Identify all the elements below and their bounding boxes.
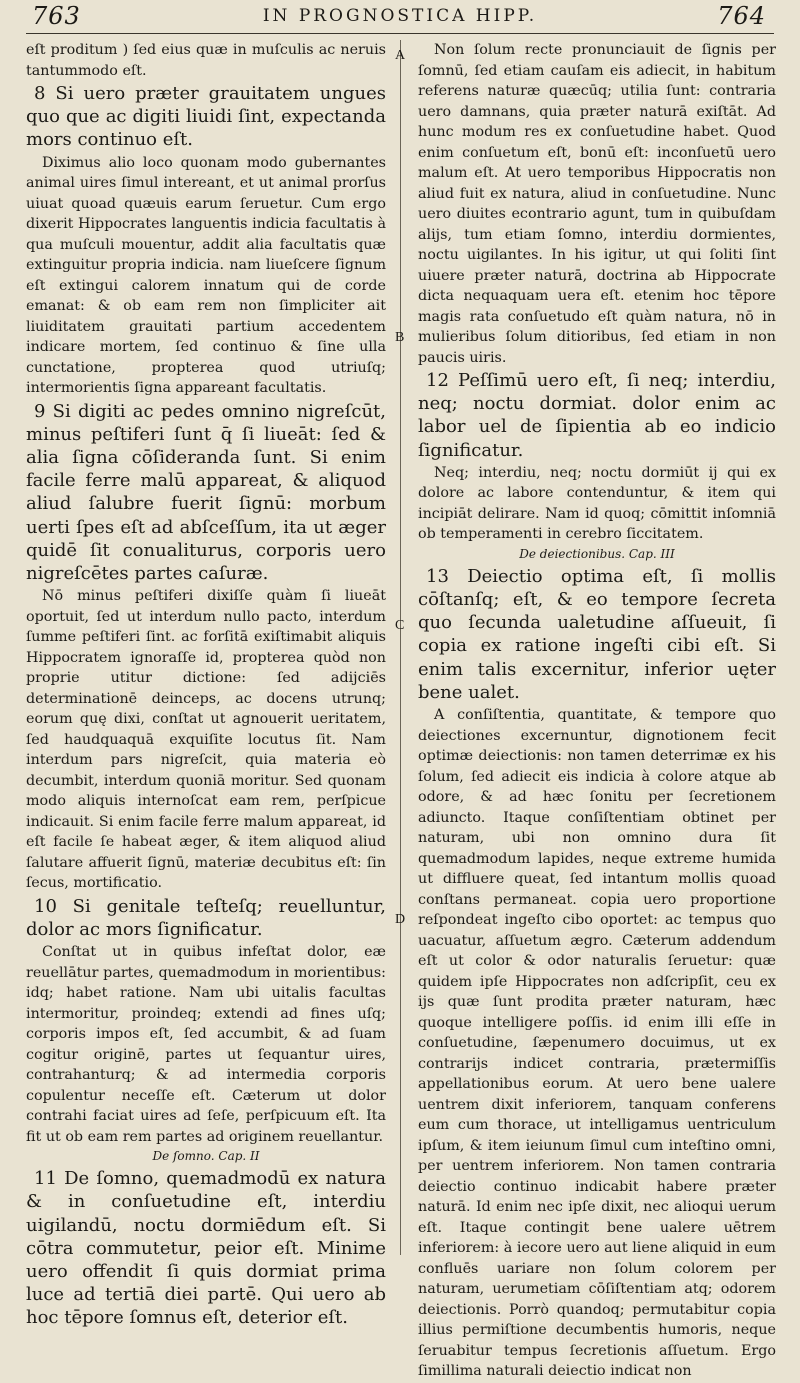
section-heading: De ſomno. Cap. II: [152, 1149, 260, 1164]
margin-marker-c: C: [395, 618, 405, 633]
margin-marker-a: A: [395, 48, 406, 63]
aphorism-13: 13 Deiectio optima eſt, ſi mollis cōſtanſq; eſt, & eo tempore ſecreta quo ſecunda ualetudine aſſueuit, ſi copia ex ratione ingeſti cibi eſt. Si enim talis excernitur, inferior uęter bene ualet.: [418, 565, 776, 703]
section-heading: De deiectionibus. Cap. III: [519, 546, 675, 561]
margin-marker-b: B: [395, 330, 405, 345]
left-column: [26, 40, 386, 1331]
right-column: [418, 40, 776, 1383]
left-page-number: 763: [32, 2, 81, 30]
aphorism-9: 9 Si digiti ac pedes omnino nigreſcūt, minus peſtiferi ſunt q̄ ſi liueāt: ſed & alia ſigna cōſideranda ſunt. Si enim facile ferre malū appareat, & aliquod aliud ſalubre fuerit ſignū: morbum uerti ſpes eſt ad abſceſſum, ita ut æger quidē ſit conualiturus, corporis uero nigreſcētes partes caſuræ.: [26, 400, 386, 585]
commentary-paragraph: A conſiſtentia, quantitate, & tempore quo deiectiones excernuntur, dignotionem fecit optimæ deiectionis: non tamen deterrimæ ex his ſolum, ſed adiecit eis indicia à colore atque ab odore, & ad hæc ſonitu per ſecretionem adiuncto. Itaque conſiſtentiam obtinet per naturam, ubi non omnino dura ſit quemadmodum lapides, neque extreme humida ut diffluere queat, ſed intantum mollis quoad conſtans permaneat. copia uero proportione reſpondeat ingeſto cibo oportet: ac tempus quo uacuatur, aſſuetum ægro. Cæterum addendum eſt ut color & odor naturalis ſeruetur: quæ quidem ipſe Hippocrates non adſcripſit, ceu ex ijs quæ ſunt prodita præter naturam, hæc quoque intelligere poſſis. id enim illi eſſe in conſuetudine, ſæpenumero docuimus, ut ex contrarijs indicet contraria, prætermiſſis appellationibus eorum. At uero bene ualere uentrem dixit inferiorem, tanquam conferens eum cum thorace, ut intelligamus uentriculum ipſum, & item ieiunum ſimul cum inteſtino omni, per uentrem inferiorem. Non tamen contraria deiectio continuo indicabit habere præter naturā. Id enim nec ipſe dixit, nec alioqui uerum eſt. Itaque contingit bene ualere uētrem inferiorem: à iecore uero aut liene aliquid in eum confluēs uariare non ſolum colorem per naturam, uerumetiam cōſiſtentiam atq; odorem deiectionis. Porrò quandoq; permutabitur copia illius permiſtione decumbentis humoris, neque ſeruabitur tempus ſecretionis aſſuetum. Ergo ſimillima naturali deiectio indicat non: [418, 707, 776, 1380]
commentary-paragraph: Non ſolum recte pronunciauit de ſignis per ſomnū, ſed etiam cauſam eis adiecit, in habitum referens naturæ quæcūq; utilia ſunt: contraria uero damnans, quia præter naturā exiſtāt. Ad hunc modum res ex conſuetudine habet. Quod enim conſuetum eſt, bonū eſt: inconſuetū uero malum eſt. At uero temporibus Hippocratis non aliud fuit ex natura, aliud in conſuetudine. Nunc uero diuites econtrario agunt, tum in quibuſdam alijs, tum etiam ſomno, interdiu dormientes, noctu uigilantes. In his igitur, ut qui ſoliti ſint uiuere præter naturā, doctrina ab Hippocrate dicta nequaquam uera eſt. etenim hoc tēpore magis rata conſuetudo eſt quàm natura, nō in mulieribus ſolum ditioribus, ſed etiam in non paucis uiris.: [418, 42, 776, 366]
margin-marker-d: D: [395, 912, 406, 927]
running-title: IN PROGNOSTICA HIPP.: [262, 6, 538, 26]
right-page-number: 764: [717, 2, 766, 30]
commentary-paragraph: Conſtat ut in quibus infeſtat dolor, eæ reuellātur partes, quemadmodum in morientibus: idq; habet ratione. Nam ubi uitalis facultas intermoritur, proindeq; extendi ad fines uſq; corporis impos eſt, ſed accumbit, & ad ſuam cogitur originē, partes ut ſequantur uires, contrahanturq; & ad intermedia corporis copulentur neceſſe eſt. Cæterum ut dolor contrahi faciat uires ad ſeſe, perſpicuum eſt. Ita fit ut ob eam rem partes ad originem reuellantur.: [26, 944, 386, 1145]
header-rule: [26, 33, 774, 34]
aphorism-10: 10 Si genitale teſteſq; reuelluntur, dolor ac mors ſignificatur.: [26, 895, 386, 940]
commentary-paragraph: eſt proditum ) ſed eius quæ in muſculis ac neruis tantummodo eſt.: [26, 42, 386, 79]
commentary-paragraph: Diximus alio loco quonam modo gubernantes animal uires ſimul intereant, et ut animal prorſus uiuat quoad quæuis earum ſeruetur. Cum ergo dixerit Hippocrates languentis indicia facultatis à qua muſculi mouentur, addit alia facultatis quæ extinguitur propria indicia. nam liueſcere ſignum eſt extingui calorem innatum qui de corde emanat: & ob eam rem non ſimpliciter ait liuiditatem grauitati partium accedentem indicare mortem, ſed continuo & ſine ulla cunctatione, propterea quod utriuſq; intermorientis ſigna appareant facultatis.: [26, 154, 386, 397]
aphorism-8: 8 Si uero præter grauitatem ungues quo que ac digiti liuidi ſint, expectanda mors continuo eſt.: [26, 83, 386, 151]
page-header: [0, 0, 800, 34]
commentary-paragraph: Neq; interdiu, neq; noctu dormiūt ij qui ex dolore ac labore contenduntur, & item qui incipiāt delirare. Nam id quoq; cōmittit inſomniā ob temperamenti in cerebro ſiccitatem.: [418, 464, 776, 543]
column-divider: [400, 40, 401, 1255]
commentary-paragraph: Nō minus peſtiferi dixiſſe quàm ſi liueāt oportuit, ſed ut interdum nullo pacto, interdum ſumme peſtiferi ſint. ac forſitā exiſtimabit aliquis Hippocratem ignoraſſe id, propterea quòd non proprie utitur dictione: ſed adijciēs determinationē deinceps, ac docens utrunq; eorum quę dixi, conſtat ut agnouerit ueritatem, ſed haudquaquā exquiſite locutus ſit. Nam interdum pars nigreſcit, quia materia eò decumbit, interdum quoniā moritur. Sed quonam modo aliquis internoſcat eam rem, perſpicue indicauit. Si enim facile ferre malum appareat, id eſt facile ſe habeat æger, & item aliquod aliud ſalutare affuerit ſignū, materiæ decubitus eſt: ſin ſecus, mortificatio.: [26, 588, 386, 892]
aphorism-12: 12 Peſſimū uero eſt, ſi neq; interdiu, neq; noctu dormiat. dolor enim ac labor uel de ſipientia ab eo indicio ſignificatur.: [418, 370, 776, 461]
aphorism-11: 11 De ſomno, quemadmodū ex natura & in conſuetudine eſt, interdiu uigilandū, noctu dormiēdum eſt. Si cōtra commutetur, peior eſt. Minime uero offendit ſi quis dormiat prima luce ad tertiā diei partē. Qui uero ab hoc tēpore ſomnus eſt, deterior eſt.: [26, 1168, 386, 1329]
